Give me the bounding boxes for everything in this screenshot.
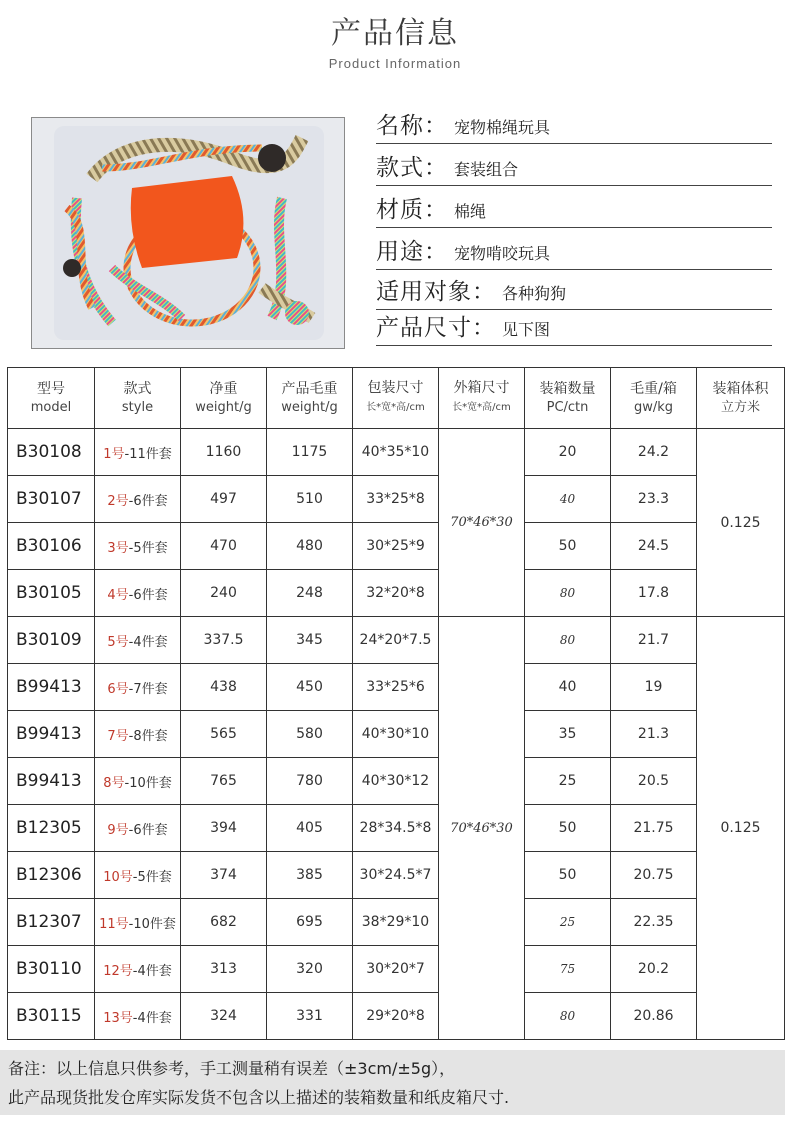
cell-style: 5号-4件套 bbox=[95, 617, 181, 664]
cell-gw: 21.3 bbox=[611, 711, 697, 758]
cell-gross: 248 bbox=[267, 570, 353, 617]
cell-gross: 510 bbox=[267, 476, 353, 523]
cell-qty: 50 bbox=[525, 852, 611, 899]
cell-qty: 40 bbox=[525, 476, 611, 523]
cell-style: 12号-4件套 bbox=[95, 946, 181, 993]
cell-qty: 50 bbox=[525, 805, 611, 852]
cell-pack: 32*20*8 bbox=[353, 570, 439, 617]
cell-gw: 20.2 bbox=[611, 946, 697, 993]
cell-net: 374 bbox=[181, 852, 267, 899]
cell-style: 2号-6件套 bbox=[95, 476, 181, 523]
cell-gross: 320 bbox=[267, 946, 353, 993]
cell-qty: 50 bbox=[525, 523, 611, 570]
cell-net: 438 bbox=[181, 664, 267, 711]
product-photo bbox=[31, 117, 345, 349]
table-row bbox=[8, 711, 785, 758]
cell-qty: 40 bbox=[525, 664, 611, 711]
cell-qty: 80 bbox=[525, 617, 611, 664]
cell-net: 765 bbox=[181, 758, 267, 805]
cell-model: B30106 bbox=[8, 523, 95, 570]
cell-gw: 20.75 bbox=[611, 852, 697, 899]
cell-gw: 21.75 bbox=[611, 805, 697, 852]
header-model: 型号 model bbox=[8, 368, 95, 429]
cell-pack: 38*29*10 bbox=[353, 899, 439, 946]
info-value: 套装组合 bbox=[454, 160, 519, 179]
cell-outer-size: 70*46*30 bbox=[439, 617, 525, 1040]
cell-pack: 40*35*10 bbox=[353, 429, 439, 476]
cell-style: 1号-11件套 bbox=[95, 429, 181, 476]
cell-pack: 30*20*7 bbox=[353, 946, 439, 993]
cell-pack: 40*30*10 bbox=[353, 711, 439, 758]
cell-net: 394 bbox=[181, 805, 267, 852]
table-row bbox=[8, 429, 785, 476]
cell-style: 11号-10件套 bbox=[95, 899, 181, 946]
header-carton-size: 外箱尺寸 长*宽*高/cm bbox=[439, 368, 525, 429]
cell-net: 565 bbox=[181, 711, 267, 758]
cell-model: B12306 bbox=[8, 852, 95, 899]
cell-style: 8号-10件套 bbox=[95, 758, 181, 805]
cell-net: 313 bbox=[181, 946, 267, 993]
table-row bbox=[8, 476, 785, 523]
cell-gross: 695 bbox=[267, 899, 353, 946]
cell-qty: 80 bbox=[525, 993, 611, 1040]
info-key: 用途： bbox=[376, 239, 448, 265]
cell-gw: 20.5 bbox=[611, 758, 697, 805]
table-row bbox=[8, 993, 785, 1040]
table-row bbox=[8, 805, 785, 852]
cell-pack: 40*30*12 bbox=[353, 758, 439, 805]
info-value: 棉绳 bbox=[454, 202, 487, 221]
cell-pack: 33*25*8 bbox=[353, 476, 439, 523]
cell-qty: 80 bbox=[525, 570, 611, 617]
cell-pack: 29*20*8 bbox=[353, 993, 439, 1040]
note-line: 此产品现货批发仓库实际发货不包含以上描述的装箱数量和纸皮箱尺寸. bbox=[8, 1088, 510, 1107]
info-row-name bbox=[376, 108, 772, 144]
cell-model: B30105 bbox=[8, 570, 95, 617]
cell-qty: 35 bbox=[525, 711, 611, 758]
cell-style: 10号-5件套 bbox=[95, 852, 181, 899]
cell-pack: 24*20*7.5 bbox=[353, 617, 439, 664]
cell-pack: 33*25*6 bbox=[353, 664, 439, 711]
info-row-style bbox=[376, 150, 772, 186]
table-row bbox=[8, 852, 785, 899]
header-carton-gross: 毛重/箱 gw/kg bbox=[611, 368, 697, 429]
info-value: 宠物啃咬玩具 bbox=[454, 244, 551, 263]
cell-model: B30107 bbox=[8, 476, 95, 523]
cell-style: 6号-7件套 bbox=[95, 664, 181, 711]
cell-model: B99413 bbox=[8, 758, 95, 805]
cell-style: 13号-4件套 bbox=[95, 993, 181, 1040]
cell-model: B30109 bbox=[8, 617, 95, 664]
cell-outer-size: 70*46*30 bbox=[439, 429, 525, 617]
table-row bbox=[8, 758, 785, 805]
product-photo-image bbox=[32, 118, 344, 348]
cell-gross: 1175 bbox=[267, 429, 353, 476]
cell-model: B30108 bbox=[8, 429, 95, 476]
header-package-size: 包装尺寸 长*宽*高/cm bbox=[353, 368, 439, 429]
table-row bbox=[8, 946, 785, 993]
cell-style: 3号-5件套 bbox=[95, 523, 181, 570]
cell-gross: 331 bbox=[267, 993, 353, 1040]
cell-gw: 24.5 bbox=[611, 523, 697, 570]
cell-model: B99413 bbox=[8, 664, 95, 711]
cell-net: 497 bbox=[181, 476, 267, 523]
cell-pack: 28*34.5*8 bbox=[353, 805, 439, 852]
header-style: 款式 style bbox=[95, 368, 181, 429]
info-key: 名称： bbox=[376, 113, 448, 139]
cell-model: B30110 bbox=[8, 946, 95, 993]
cell-gw: 21.7 bbox=[611, 617, 697, 664]
header-carton-qty: 装箱数量 PC/ctn bbox=[525, 368, 611, 429]
cell-net: 337.5 bbox=[181, 617, 267, 664]
header-carton-volume: 装箱体积 立方米 bbox=[697, 368, 785, 429]
cell-volume: 0.125 bbox=[697, 617, 785, 1040]
info-key: 适用对象： bbox=[376, 279, 496, 305]
product-info-list bbox=[376, 108, 772, 346]
table-row bbox=[8, 523, 785, 570]
cell-gross: 345 bbox=[267, 617, 353, 664]
header-net-weight: 净重 weight/g bbox=[181, 368, 267, 429]
cell-gross: 450 bbox=[267, 664, 353, 711]
info-key: 款式： bbox=[376, 155, 448, 181]
cell-net: 324 bbox=[181, 993, 267, 1040]
table-row bbox=[8, 664, 785, 711]
cell-net: 682 bbox=[181, 899, 267, 946]
header-gross-weight: 产品毛重 weight/g bbox=[267, 368, 353, 429]
cell-net: 1160 bbox=[181, 429, 267, 476]
cell-gw: 17.8 bbox=[611, 570, 697, 617]
cell-gross: 780 bbox=[267, 758, 353, 805]
cell-style: 9号-6件套 bbox=[95, 805, 181, 852]
cell-gw: 22.35 bbox=[611, 899, 697, 946]
cell-model: B12307 bbox=[8, 899, 95, 946]
cell-gw: 23.3 bbox=[611, 476, 697, 523]
info-row-usage bbox=[376, 234, 772, 270]
cell-style: 7号-8件套 bbox=[95, 711, 181, 758]
info-key: 材质： bbox=[376, 197, 448, 223]
info-row-size bbox=[376, 310, 772, 346]
table-row bbox=[8, 617, 785, 664]
cell-model: B99413 bbox=[8, 711, 95, 758]
table-header-row bbox=[8, 368, 785, 429]
cell-model: B12305 bbox=[8, 805, 95, 852]
spec-table bbox=[7, 367, 785, 1040]
cell-pack: 30*24.5*7 bbox=[353, 852, 439, 899]
cell-gw: 19 bbox=[611, 664, 697, 711]
section-subtitle: Product Information bbox=[328, 56, 462, 71]
info-value: 宠物棉绳玩具 bbox=[454, 118, 551, 137]
cell-gw: 20.86 bbox=[611, 993, 697, 1040]
cell-gross: 405 bbox=[267, 805, 353, 852]
info-row-material bbox=[376, 192, 772, 228]
cell-qty: 20 bbox=[525, 429, 611, 476]
cell-gw: 24.2 bbox=[611, 429, 697, 476]
info-key: 产品尺寸： bbox=[376, 315, 496, 341]
note-line: 备注：以上信息只供参考，手工测量稍有误差（±3cm/±5g）， bbox=[8, 1059, 456, 1078]
table-row bbox=[8, 899, 785, 946]
cell-net: 240 bbox=[181, 570, 267, 617]
cell-gross: 480 bbox=[267, 523, 353, 570]
info-row-target bbox=[376, 274, 772, 310]
cell-style: 4号-6件套 bbox=[95, 570, 181, 617]
note-box bbox=[0, 1050, 785, 1115]
cell-model: B30115 bbox=[8, 993, 95, 1040]
cell-qty: 25 bbox=[525, 899, 611, 946]
cell-gross: 385 bbox=[267, 852, 353, 899]
cell-qty: 75 bbox=[525, 946, 611, 993]
cell-net: 470 bbox=[181, 523, 267, 570]
cell-qty: 25 bbox=[525, 758, 611, 805]
cell-volume: 0.125 bbox=[697, 429, 785, 617]
section-header bbox=[0, 14, 790, 71]
cell-pack: 30*25*9 bbox=[353, 523, 439, 570]
info-value: 各种狗狗 bbox=[502, 284, 567, 303]
cell-gross: 580 bbox=[267, 711, 353, 758]
info-value: 见下图 bbox=[502, 320, 551, 339]
table-row bbox=[8, 570, 785, 617]
section-title: 产品信息 bbox=[331, 16, 459, 51]
